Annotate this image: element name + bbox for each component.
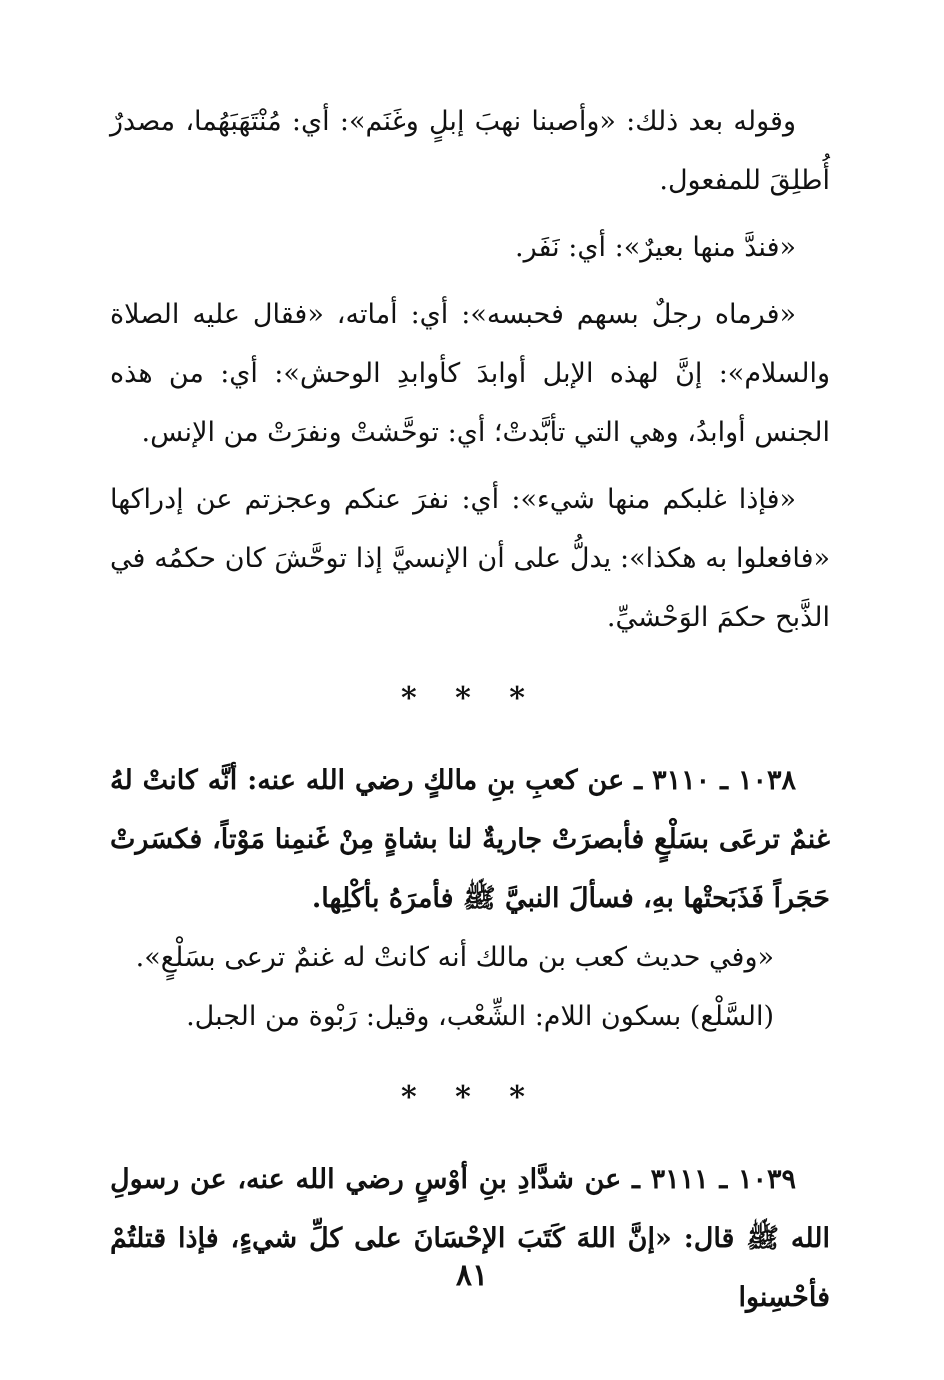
section-separator-1: * * * <box>401 681 539 716</box>
commentary-paragraph-3: «فرماه رجلٌ بسهم فحبسه»: أي: أماته، «فقال عليه الصلاة والسلام»: إنَّ لهذه الإبل أوابدَ كأوابدِ الوحش»: أي: من هذه الجنس أوابدُ، وهي التي تأبَّدتْ؛ أي: توحَّشتْ ونفرَتْ من الإنس. <box>110 299 830 448</box>
hadith-1039: ١٠٣٩ ـ ٣١١١ ـ عن شدَّادِ بنِ أوْسٍ رضي الله عنه، عن رسولِ الله ﷺ قال: «إنَّ اللهَ كَتَبَ الإحْسَانَ على كلِّ شيءٍ، فإذا قتلتُمْ فأحْسِنوا <box>110 1164 830 1313</box>
commentary-paragraph-1: وقوله بعد ذلك: «وأصبنا نهبَ إبلٍ وغَنَم»: أي: مُنْتَهَبَهُما، مصدرٌ أُطلِقَ للمفعول. <box>110 106 830 196</box>
page-number: ٨١ <box>455 1258 489 1293</box>
page-body <box>110 92 830 1327</box>
hadith-1038: ١٠٣٨ ـ ٣١١٠ ـ عن كعبِ بنِ مالكٍ رضي الله عنه: أنَّه كانتْ لهُ غنمٌ ترعَى بسَلْعٍ فأبصرَتْ جاريةٌ لنا بشاةٍ مِنْ غَنمِنا مَوْتاً، فكسَرتْ حَجَراً فَذَبَحتْها بهِ، فسألَ النبيَّ ﷺ فأمرَهُ بأكْلِها. <box>110 765 830 914</box>
hadith-1038-commentary-line-1: «وفي حديث كعب بن مالك أنه كانتْ له غنمٌ ترعى بسَلْعٍ». <box>135 942 774 973</box>
commentary-paragraph-2: «فندَّ منها بعيرٌ»: أي: نَفَر. <box>515 232 796 263</box>
commentary-paragraph-4: «فإذا غلبكم منها شيء»: أي: نفرَ عنكم وعجزتم عن إدراكها «فافعلوا به هكذا»: يدلُّ على أن الإنسيَّ إذا توحَّشَ كان حكمُه في الذَّبح حكمَ الوَحْشيِّ. <box>110 484 830 633</box>
hadith-1038-commentary-line-2: (السَّلْع) بسكون اللام: الشِّعْب، وقيل: رَبْوة من الجبل. <box>186 1001 774 1032</box>
section-separator-2: * * * <box>401 1080 539 1115</box>
